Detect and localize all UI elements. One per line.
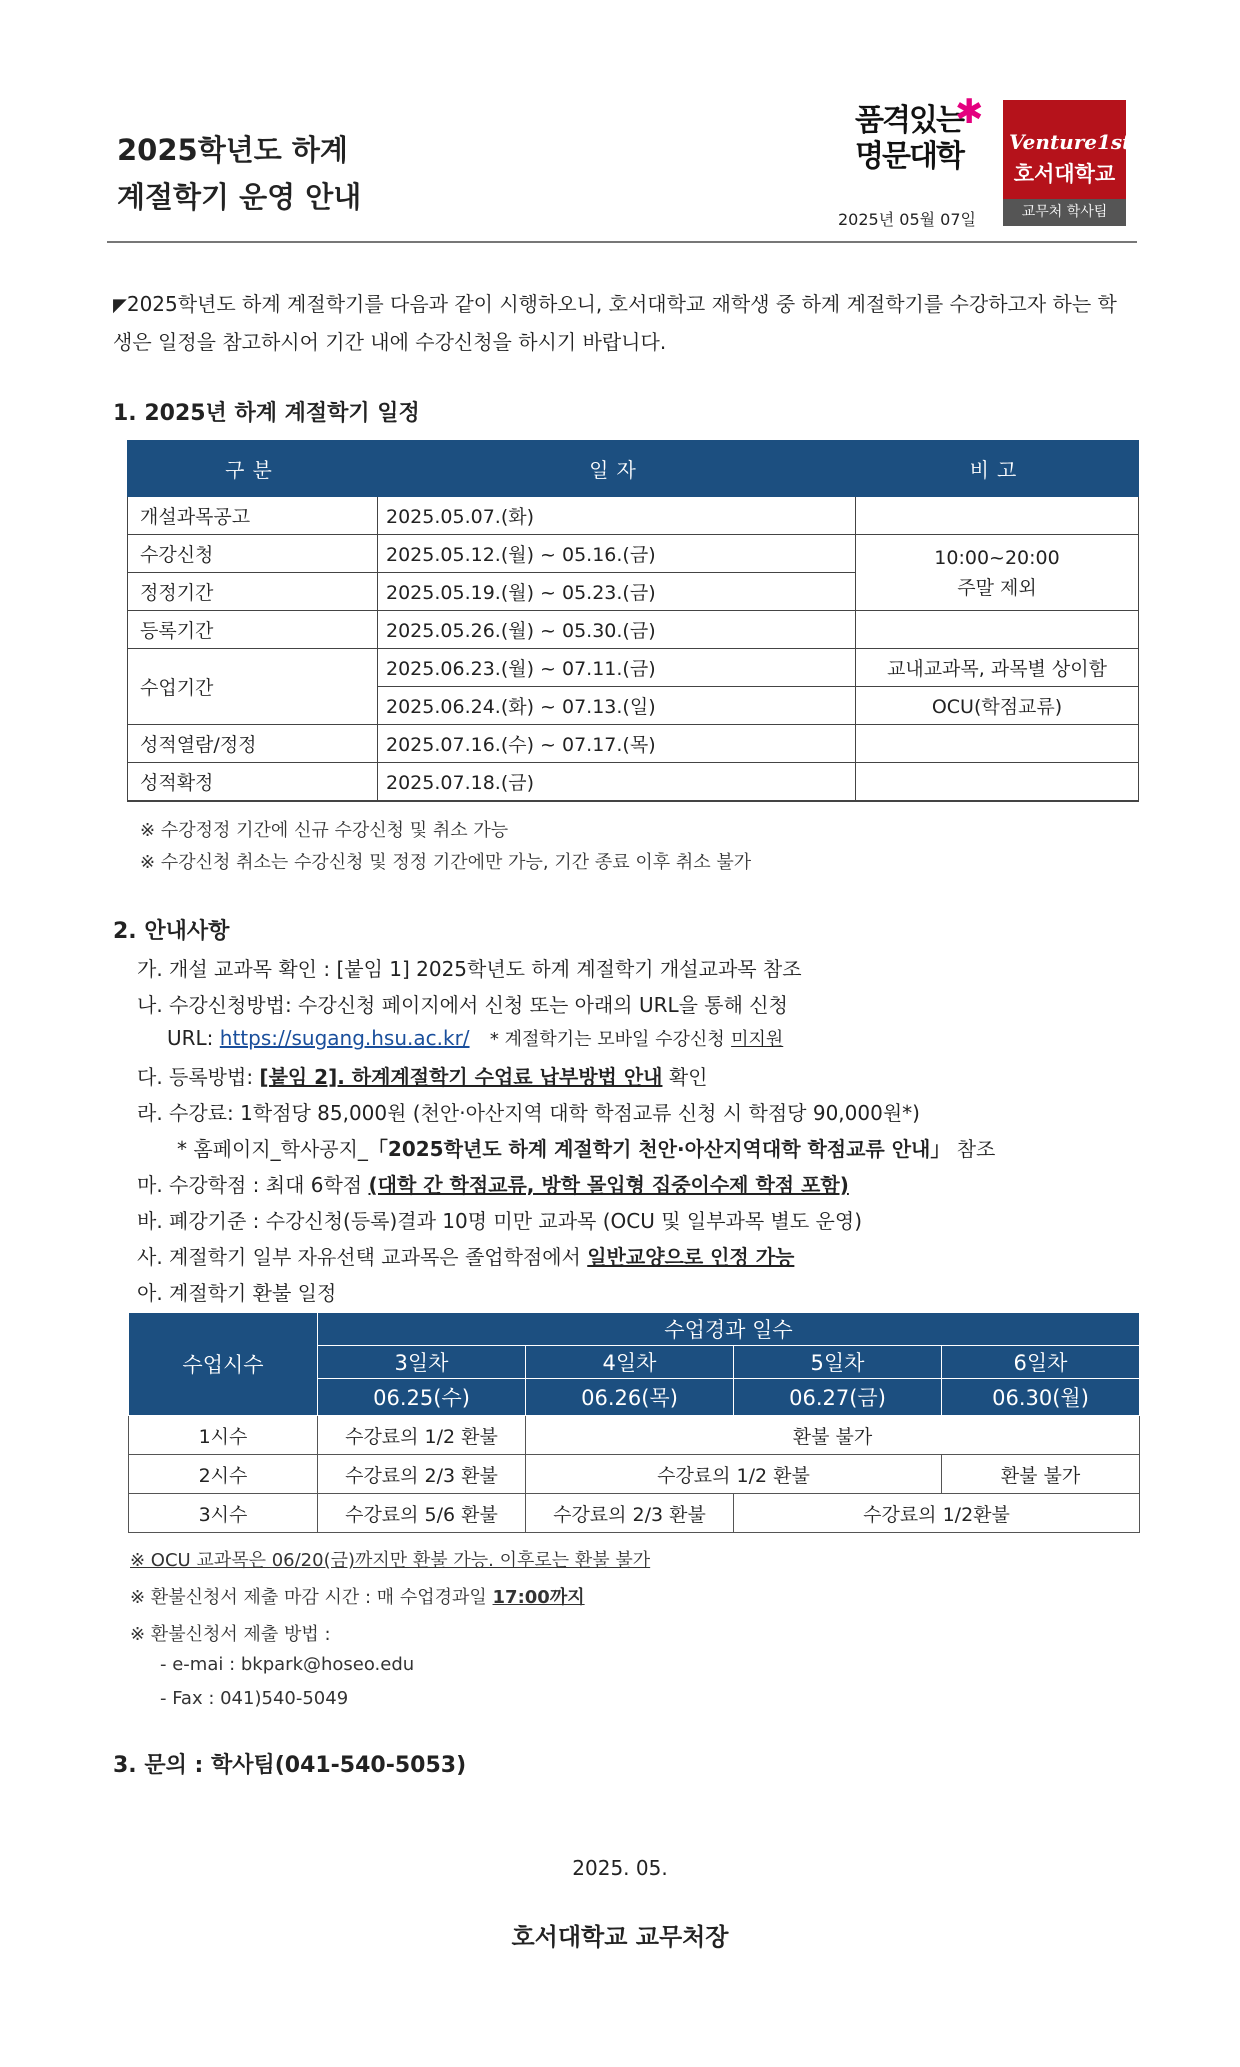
refund-row-label: 1시수 xyxy=(129,1416,318,1455)
da-suffix: 확인 xyxy=(668,1065,708,1089)
department-label: 교무처 학사팀 xyxy=(1003,199,1126,226)
footer-signer: 호서대학교 교무처장 xyxy=(511,1923,729,1951)
refund-note-method: ※ 환불신청서 제출 방법 : xyxy=(130,1624,331,1645)
logo-university-name: 호서대학교 xyxy=(1013,162,1116,186)
refund-header-day5-date: 06.27(금) xyxy=(734,1379,942,1416)
ra-sub-prefix: * 홈페이지_학사공지_ xyxy=(177,1137,368,1161)
refund-note-ocu: ※ OCU 교과목은 06/20(금)까지만 환불 가능. 이후로는 환불 불가 xyxy=(130,1550,651,1571)
time-note-line2: 주말 제외 xyxy=(957,576,1037,599)
info-item-da xyxy=(137,1061,707,1090)
section1-heading: 1. 2025년 하계 계절학기 일정 xyxy=(113,401,420,426)
table-row xyxy=(129,1494,1140,1533)
header-divider xyxy=(107,241,1137,243)
refund-cell: 수강료의 2/3 환불 xyxy=(318,1455,526,1494)
schedule-note: OCU(학점교류) xyxy=(856,687,1139,725)
deadline-time: 17:00까지 xyxy=(492,1587,585,1608)
info-url-line xyxy=(167,1025,783,1051)
schedule-date: 2025.07.16.(수) ~ 07.17.(목) xyxy=(378,725,856,763)
schedule-note xyxy=(856,725,1139,763)
schedule-header-note: 비고 xyxy=(856,441,1139,497)
refund-cell: 수강료의 1/2 환불 xyxy=(526,1455,942,1494)
table-row xyxy=(128,763,1139,802)
schedule-category: 수강신청 xyxy=(128,535,378,573)
slogan-line2: 명문대학 xyxy=(855,139,963,174)
refund-header-day6: 6일차 xyxy=(942,1346,1140,1379)
page-title-line2: 계절학기 운영 안내 xyxy=(117,180,362,214)
schedule-note-time xyxy=(856,535,1139,611)
slogan-line1: 품격있는 xyxy=(855,103,963,138)
table-row xyxy=(128,725,1139,763)
refund-email: - e-mai : bkpark@hoseo.edu xyxy=(160,1654,415,1675)
table-row xyxy=(128,611,1139,649)
sa-prefix: 사. 계절학기 일부 자유선택 교과목은 졸업학점에서 xyxy=(137,1245,581,1269)
info-item-na: 나. 수강신청방법: 수강신청 페이지에서 신청 또는 아래의 URL을 통해 신청 xyxy=(137,993,788,1017)
schedule-date: 2025.06.24.(화) ~ 07.13.(일) xyxy=(378,687,856,725)
ra-sub-suffix: 참조 xyxy=(956,1137,996,1161)
info-item-sa xyxy=(137,1241,794,1270)
schedule-category: 성적확정 xyxy=(128,763,378,802)
mobile-note: * 계절학기는 모바일 수강신청 xyxy=(489,1029,725,1050)
issue-date: 2025년 05월 07일 xyxy=(838,210,976,229)
schedule-header-category: 구분 xyxy=(128,441,378,497)
schedule-date: 2025.07.18.(금) xyxy=(378,763,856,802)
corner-mark-icon: ◤ xyxy=(113,295,127,316)
schedule-date: 2025.05.26.(월) ~ 05.30.(금) xyxy=(378,611,856,649)
schedule-category: 성적열람/정정 xyxy=(128,725,378,763)
refund-header-day4: 4일차 xyxy=(526,1346,734,1379)
schedule-date: 2025.05.07.(화) xyxy=(378,497,856,535)
info-item-ma xyxy=(137,1169,849,1198)
table-row xyxy=(129,1455,1140,1494)
schedule-footnote1: ※ 수강정정 기간에 신규 수강신청 및 취소 가능 xyxy=(140,820,509,841)
intro-text: 2025학년도 하계 계절학기를 다음과 같이 시행하오니, 호서대학교 재학생 중 하계 계절학기를 수강하고자 하는 학생은 일정을 참고하시어 기간 내에 수강신청을 하시기 바랍니다. xyxy=(113,292,1117,354)
info-item-a: 아. 계절학기 환불 일정 xyxy=(137,1281,337,1305)
refund-cell: 수강료의 1/2 환불 xyxy=(318,1416,526,1455)
refund-header-day4-date: 06.26(목) xyxy=(526,1379,734,1416)
refund-header-day3-date: 06.25(수) xyxy=(318,1379,526,1416)
schedule-date: 2025.05.19.(월) ~ 05.23.(금) xyxy=(378,573,856,611)
schedule-footnote2: ※ 수강신청 취소는 수강신청 및 정정 기간에만 가능, 기간 종료 이후 취소 불가 xyxy=(140,852,752,873)
refund-header-hours: 수업시수 xyxy=(129,1313,318,1416)
table-row xyxy=(128,497,1139,535)
refund-header-days: 수업경과 일수 xyxy=(318,1313,1140,1346)
refund-cell: 환불 불가 xyxy=(526,1416,1140,1455)
info-item-ga: 가. 개설 교과목 확인 : [붙임 1] 2025학년도 하계 계절학기 개설교과목 참조 xyxy=(137,957,802,981)
intro-paragraph xyxy=(113,286,1133,361)
table-row xyxy=(128,535,1139,573)
schedule-category: 수업기간 xyxy=(128,649,378,725)
info-item-ba: 바. 폐강기준 : 수강신청(등록)결과 10명 미만 교과목 (OCU 및 일부과목 별도 운영) xyxy=(137,1209,862,1233)
schedule-note xyxy=(856,611,1139,649)
section2-heading: 2. 안내사항 xyxy=(113,919,230,944)
payment-guide-link[interactable]: [붙임 2]. 하계계절학기 수업료 납부방법 안내 xyxy=(259,1065,663,1089)
footer-date: 2025. 05. xyxy=(572,1856,668,1880)
schedule-date: 2025.05.12.(월) ~ 05.16.(금) xyxy=(378,535,856,573)
time-note-line1: 10:00~20:00 xyxy=(934,546,1060,569)
refund-table xyxy=(128,1312,1140,1533)
ma-prefix: 마. 수강학점 : 최대 6학점 xyxy=(137,1173,363,1197)
ma-bold: (대학 간 학점교류, 방학 몰입형 집중이수제 학점 포함) xyxy=(368,1173,849,1197)
section3-heading: 3. 문의 : 학사팀(041-540-5053) xyxy=(113,1753,467,1778)
refund-row-label: 3시수 xyxy=(129,1494,318,1533)
logo-venture-text: Venture1st xyxy=(1009,130,1132,154)
schedule-category: 등록기간 xyxy=(128,611,378,649)
refund-cell: 수강료의 2/3 환불 xyxy=(526,1494,734,1533)
ra-sub-bold: 「2025학년도 하계 계절학기 천안·아산지역대학 학점교류 안내」 xyxy=(367,1137,951,1161)
schedule-category: 정정기간 xyxy=(128,573,378,611)
refund-header-day3: 3일차 xyxy=(318,1346,526,1379)
schedule-note xyxy=(856,763,1139,802)
schedule-note: 교내교과목, 과목별 상이함 xyxy=(856,649,1139,687)
refund-header-day5: 5일차 xyxy=(734,1346,942,1379)
refund-note-deadline xyxy=(130,1583,585,1609)
info-item-ra-sub xyxy=(177,1133,995,1162)
table-row xyxy=(129,1416,1140,1455)
schedule-table xyxy=(127,440,1139,802)
schedule-date: 2025.06.23.(월) ~ 07.11.(금) xyxy=(378,649,856,687)
refund-header-day6-date: 06.30(월) xyxy=(942,1379,1140,1416)
refund-row-label: 2시수 xyxy=(129,1455,318,1494)
schedule-category: 개설과목공고 xyxy=(128,497,378,535)
star-icon: ✱ xyxy=(955,92,984,132)
refund-fax: - Fax : 041)540-5049 xyxy=(160,1688,349,1709)
sugang-url-link[interactable]: https://sugang.hsu.ac.kr/ xyxy=(219,1026,470,1050)
refund-cell: 수강료의 1/2환불 xyxy=(734,1494,1140,1533)
refund-cell: 환불 불가 xyxy=(942,1455,1140,1494)
da-prefix: 다. 등록방법: xyxy=(137,1065,254,1089)
page-title-line1: 2025학년도 하계 xyxy=(117,133,348,167)
table-row xyxy=(128,649,1139,687)
url-label: URL: xyxy=(167,1026,214,1050)
schedule-header-date: 일자 xyxy=(378,441,856,497)
refund-cell: 수강료의 5/6 환불 xyxy=(318,1494,526,1533)
sa-bold: 일반교양으로 인정 가능 xyxy=(587,1245,795,1269)
mobile-unsupported: 미지원 xyxy=(731,1029,784,1050)
info-item-ra: 라. 수강료: 1학점당 85,000원 (천안·아산지역 대학 학점교류 신청 시 학점당 90,000원*) xyxy=(137,1101,920,1125)
deadline-prefix: ※ 환불신청서 제출 마감 시간 : 매 수업경과일 xyxy=(130,1587,487,1608)
schedule-note xyxy=(856,497,1139,535)
